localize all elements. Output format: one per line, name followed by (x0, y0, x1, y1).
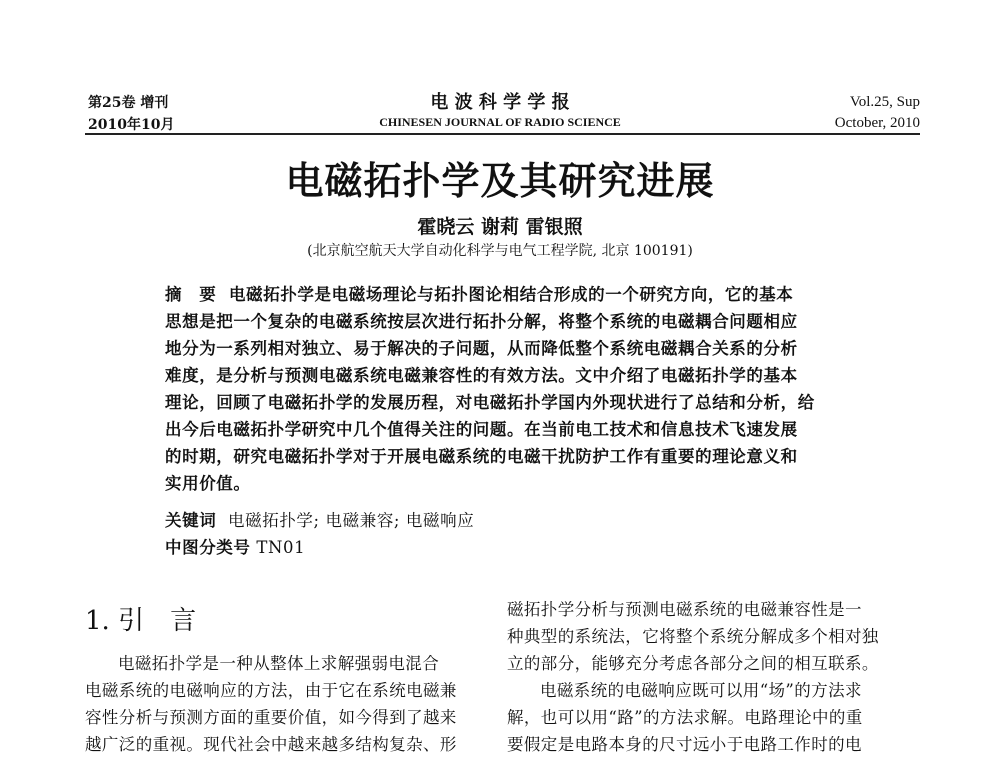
date-cn: 2010年10月 (88, 117, 175, 133)
right-column-line: 解，也可以用“路”的方法求解。电路理论中的重 (507, 708, 863, 727)
abstract-line: 难度，是分析与预测电磁系统电磁兼容性的有效方法。文中介绍了电磁拓扑学的基本 (165, 366, 798, 385)
abstract-line: 的时期，研究电磁拓扑学对于开展电磁系统的电磁干扰防护工作有重要的理论意义和 (165, 447, 798, 466)
classification: 中图分类号 TN01 (165, 538, 306, 557)
left-column-line: 电磁拓扑学是一种从整体上求解强弱电混合 (118, 654, 440, 673)
volume-en: Vol.25, Sup (849, 94, 920, 110)
header-rule (85, 133, 920, 135)
left-column-line: 电磁系统的电磁响应的方法，由于它在系统电磁兼 (85, 681, 457, 700)
left-column-line: 越广泛的重视。现代社会中越来越多结构复杂、形 (85, 735, 457, 754)
right-column-line: 立的部分，能够充分考虑各部分之间的相互联系。 (507, 654, 879, 673)
volume-cn: 第25卷 增刊 (88, 95, 169, 111)
journal-name-en: CHINESEN JOURNAL OF RADIO SCIENCE (379, 115, 621, 129)
abstract-label: 摘 要 (165, 285, 217, 304)
abstract-line: 理论，回顾了电磁拓扑学的发展历程，对电磁拓扑学国内外现状进行了总结和分析，给 (165, 393, 815, 412)
paper-title: 电磁拓扑学及其研究进展 (285, 159, 715, 203)
right-column-line: 磁拓扑学分析与预测电磁系统的电磁兼容性是一 (507, 600, 862, 619)
affiliation: (北京航空航天大学自动化科学与电气工程学院, 北京 100191) (307, 243, 693, 259)
keywords: 关键词 电磁拓扑学; 电磁兼容; 电磁响应 (165, 511, 475, 530)
left-column-line: 容性分析与预测方面的重要价值，如今得到了越来 (85, 708, 457, 727)
journal-name-cn: 电 波 科 学 学 报 (430, 92, 570, 113)
abstract-line: 地分为一系列相对独立、易于解决的子问题，从而降低整个系统电磁耦合关系的分析 (165, 339, 798, 358)
right-column-line: 种典型的系统法，它将整个系统分解成多个相对独 (507, 627, 879, 646)
authors: 霍晓云 谢莉 雷银照 (417, 216, 583, 238)
abstract-line: 实用价值。 (165, 474, 251, 493)
right-column-line: 电磁系统的电磁响应既可以用“场”的方法求 (540, 681, 862, 700)
abstract-line: 思想是把一个复杂的电磁系统按层次进行拓扑分解，将整个系统的电磁耦合问题相应 (165, 312, 798, 331)
abstract-line: 出今后电磁拓扑学研究中几个值得关注的问题。在当前电工技术和信息技术飞速发展 (165, 420, 798, 439)
section-heading: 1. 引 言 (85, 606, 197, 636)
right-column-line: 要假定是电路本身的尺寸远小于电路工作时的电 (507, 735, 862, 754)
date-en: October, 2010 (834, 115, 920, 131)
abstract-line: 摘 要 电磁拓扑学是电磁场理论与拓扑图论相结合形成的一个研究方向，它的基本 (165, 285, 794, 304)
